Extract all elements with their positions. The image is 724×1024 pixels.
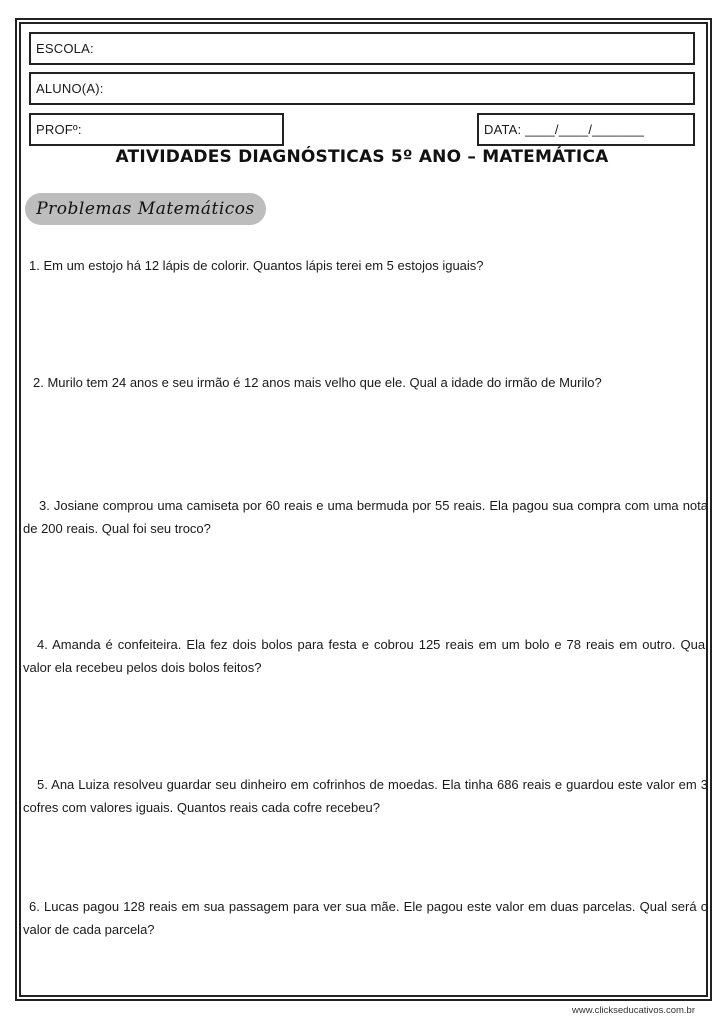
- question-4: 4. Amanda é confeiteira. Ela fez dois bolos para festa e cobrou 125 reais em um bolo e 78 reais em outro. Qual valor ela recebeu pelos dois bolos feitos?: [23, 637, 708, 675]
- question-6: 6. Lucas pagou 128 reais em sua passagem para ver sua mãe. Ele pagou este valor em duas parcelas. Qual será o valor de cada parcela?: [23, 899, 708, 937]
- section-label-text: Problemas Matemáticos: [36, 199, 255, 219]
- student-label: ALUNO(A):: [36, 81, 104, 96]
- teacher-label: PROFº:: [36, 122, 82, 137]
- section-label: [25, 193, 266, 225]
- date-field[interactable]: [477, 113, 695, 146]
- question-2: 2. Murilo tem 24 anos e seu irmão é 12 anos mais velho que ele. Qual a idade do irmão de Murilo?: [33, 375, 602, 390]
- school-label: ESCOLA:: [36, 41, 94, 56]
- teacher-field[interactable]: [29, 113, 284, 146]
- date-label: DATA: ____/____/_______: [484, 122, 645, 137]
- student-field[interactable]: [29, 72, 695, 105]
- question-1: 1. Em um estojo há 12 lápis de colorir. Quantos lápis terei em 5 estojos iguais?: [29, 258, 484, 273]
- page-title: ATIVIDADES DIAGNÓSTICAS 5º ANO – MATEMÁTICA: [115, 147, 609, 167]
- footer-url: www.clickseducativos.com.br: [571, 1005, 695, 1016]
- question-5: 5. Ana Luiza resolveu guardar seu dinheiro em cofrinhos de moedas. Ela tinha 686 reais e guardou este valor em 3 cofres com valores iguais. Quantos reais cada cofre recebeu?: [23, 777, 708, 815]
- school-field[interactable]: [29, 32, 695, 65]
- question-3: 3. Josiane comprou uma camiseta por 60 reais e uma bermuda por 55 reais. Ela pagou sua compra com uma nota de 200 reais. Qual foi seu troco?: [23, 498, 708, 536]
